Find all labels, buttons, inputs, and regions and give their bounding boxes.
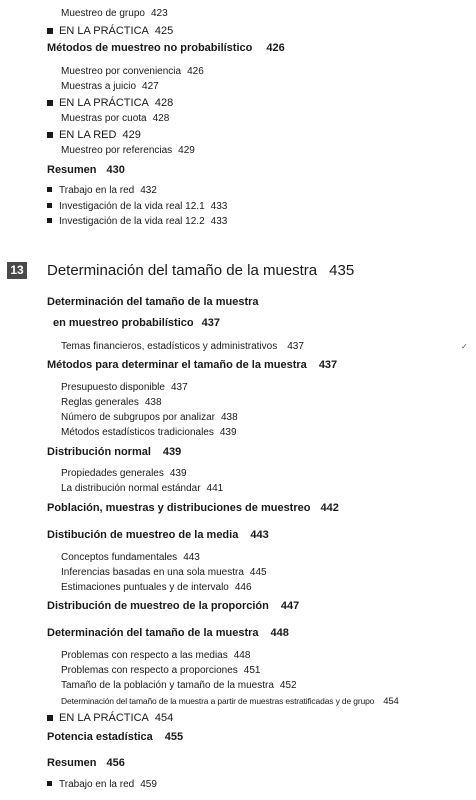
toc-section-heading: Métodos para determinar el tamaño de la muestra 437 xyxy=(47,359,338,371)
toc-entry: Muestras a juicio 427 xyxy=(61,81,159,92)
toc-section-heading: en muestreo probabilístico 437 xyxy=(53,317,220,329)
square-bullet-icon xyxy=(47,28,53,34)
square-bullet-icon xyxy=(47,132,53,138)
toc-bullet-entry: Investigación de la vida real 12.1 433 xyxy=(47,202,227,212)
chapter-title: Determinación del tamaño de la muestra 435 xyxy=(47,262,355,279)
square-bullet-icon xyxy=(47,187,52,192)
toc-bullet-entry: Investigación de la vida real 12.2 433 xyxy=(47,217,227,227)
toc-entry: Tamaño de la población y tamaño de la muestra 452 xyxy=(61,680,297,691)
toc-bullet-entry: Trabajo en la red 459 xyxy=(47,780,157,790)
toc-entry: Métodos estadísticos tradicionales 439 xyxy=(61,427,237,438)
toc-entry: Muestras por cuota 428 xyxy=(61,113,170,124)
toc-section-heading: Potencia estadística 455 xyxy=(47,731,184,743)
toc-section-heading: Resumen 456 xyxy=(47,757,125,769)
square-bullet-icon xyxy=(47,781,52,786)
toc-entry: Número de subgrupos por analizar 438 xyxy=(61,412,238,423)
toc-box-entry: EN LA PRÁCTICA 454 xyxy=(47,713,173,724)
toc-entry: Problemas con respecto a proporciones 451 xyxy=(61,665,261,676)
square-bullet-icon xyxy=(47,203,52,208)
toc-bullet-entry: Trabajo en la red 432 xyxy=(47,186,157,196)
square-bullet-icon xyxy=(47,218,52,223)
toc-entry: Temas financieros, estadísticos y administrativos 437 xyxy=(61,341,304,352)
toc-entry: Conceptos fundamentales 443 xyxy=(61,552,200,563)
toc-section-heading: Distribución normal 439 xyxy=(47,446,182,458)
toc-entry: Determinación del tamaño de la muestra a partir de muestras estratificadas y de grupo 454 xyxy=(61,696,399,707)
toc-entry: Reglas generales 438 xyxy=(61,397,162,408)
toc-box-entry: EN LA PRÁCTICA 425 xyxy=(47,26,173,37)
toc-section-heading: Resumen 430 xyxy=(47,164,125,176)
toc-entry: Problemas con respecto a las medias 448 xyxy=(61,650,251,661)
toc-entry: La distribución normal estándar 441 xyxy=(61,483,224,494)
toc-box-entry: EN LA RED 429 xyxy=(47,130,141,141)
toc-entry: Muestreo de grupo 423 xyxy=(61,8,168,19)
toc-box-entry: EN LA PRÁCTICA 428 xyxy=(47,98,173,109)
chapter-number-badge: 13 xyxy=(7,262,27,279)
toc-entry: Muestreo por conveniencia 426 xyxy=(61,66,204,77)
toc-entry: Propiedades generales 439 xyxy=(61,468,187,479)
margin-check-mark: ✓ xyxy=(461,342,468,351)
toc-section-heading: Población, muestras y distribuciones de muestreo 442 xyxy=(47,502,339,514)
toc-entry: Presupuesto disponible 437 xyxy=(61,382,188,393)
toc-entry: Estimaciones puntuales y de intervalo 446 xyxy=(61,582,252,593)
square-bullet-icon xyxy=(47,715,53,721)
toc-section-heading: Distribución de muestreo de la proporción 447 xyxy=(47,600,300,612)
toc-section-heading: Métodos de muestreo no probabilístico 426 xyxy=(47,42,285,54)
toc-section-heading: Determinación del tamaño de la muestra 448 xyxy=(47,627,289,639)
square-bullet-icon xyxy=(47,100,53,106)
toc-section-heading: Distibución de muestreo de la media 443 xyxy=(47,529,269,541)
toc-section-heading: Determinación del tamaño de la muestra xyxy=(47,296,259,308)
toc-entry: Muestreo por referencias 429 xyxy=(61,145,195,156)
toc-entry: Inferencias basadas en una sola muestra 445 xyxy=(61,567,267,578)
